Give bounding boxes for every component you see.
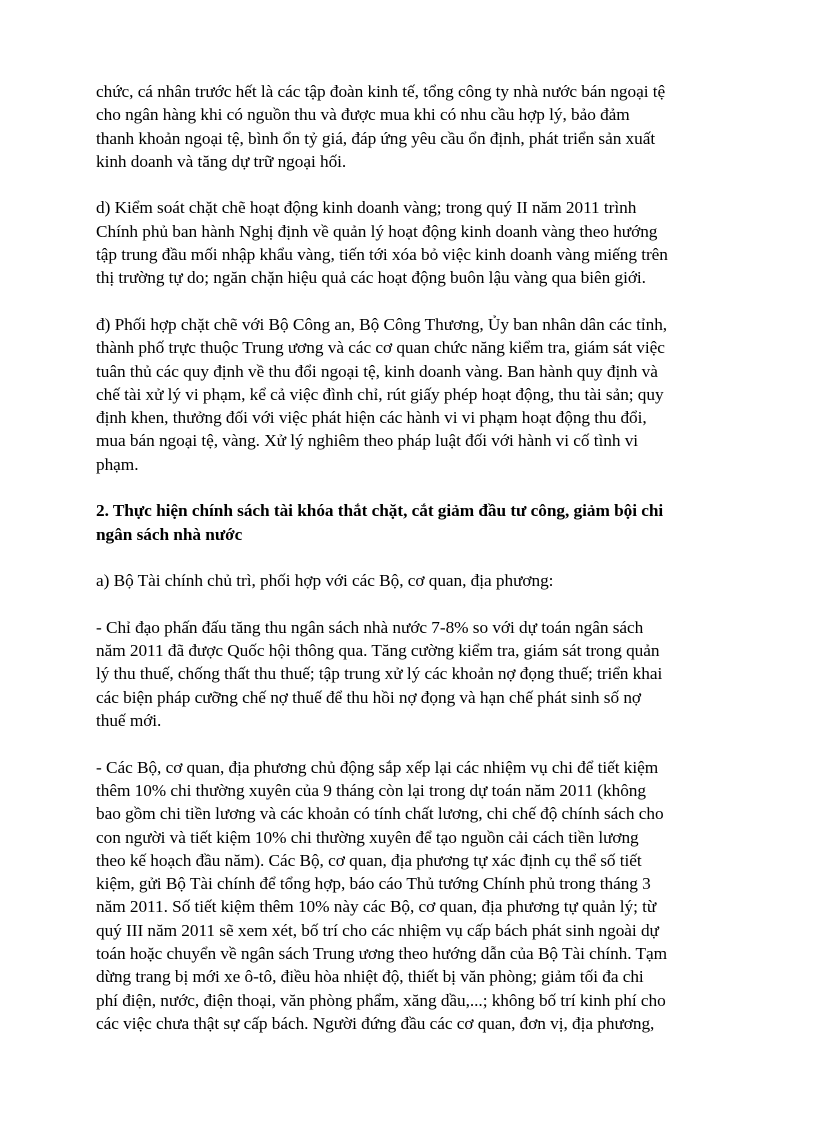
- text-line: d) Kiểm soát chặt chẽ hoạt động kinh doanh vàng; trong quý II năm 2011 trình: [96, 198, 637, 218]
- text-line: thanh khoản ngoại tệ, bình ổn tỷ giá, đáp ứng yêu cầu ổn định, phát triển sản xuất: [96, 128, 656, 148]
- text-line: thị trường tự do; ngăn chặn hiệu quả các hoạt động buôn lậu vàng qua biên giới.: [96, 268, 646, 288]
- text-line: quý III năm 2011 sẽ xem xét, bố trí cho các nhiệm vụ cấp bách phát sinh ngoài dự: [96, 920, 659, 940]
- text-line: mua bán ngoại tệ, vàng. Xử lý nghiêm theo pháp luật đối với hành vi cố tình vi: [96, 431, 639, 451]
- text-line: a) Bộ Tài chính chủ trì, phối hợp với các Bộ, cơ quan, địa phương:: [96, 571, 554, 591]
- text-line: năm 2011. Số tiết kiệm thêm 10% này các Bộ, cơ quan, địa phương tự quản lý; từ: [96, 897, 657, 917]
- text-line: 2. Thực hiện chính sách tài khóa thắt chặt, cắt giảm đầu tư công, giảm bội chi: [96, 501, 664, 521]
- text-line: thêm 10% chi thường xuyên của 9 tháng còn lại trong dự toán năm 2011 (không: [96, 780, 646, 800]
- text-line: con người và tiết kiệm 10% chi thường xuyên để tạo nguồn cải cách tiền lương: [96, 827, 639, 847]
- text-line: các việc chưa thật sự cấp bách. Người đứng đầu các cơ quan, đơn vị, địa phương,: [96, 1013, 655, 1033]
- paragraph: [96, 616, 730, 732]
- text-line: năm 2011 đã được Quốc hội thông qua. Tăng cường kiểm tra, giám sát trong quản: [96, 641, 660, 661]
- section-heading: [96, 499, 730, 546]
- text-line: thuế mới.: [96, 711, 162, 731]
- paragraph: [96, 313, 730, 476]
- text-line: kinh doanh và tăng dự trữ ngoại hối.: [96, 151, 347, 171]
- document-body: [96, 80, 730, 1058]
- text-line: toán hoặc chuyển về ngân sách Trung ương theo hướng dẫn của Bộ Tài chính. Tạm: [96, 943, 668, 963]
- text-line: lý thu thuế, chống thất thu thuế; tập trung xử lý các khoản nợ đọng thuế; triển khai: [96, 664, 663, 684]
- text-line: cho ngân hàng khi có nguồn thu và được mua khi có nhu cầu hợp lý, bảo đảm: [96, 105, 630, 125]
- text-line: chế tài xử lý vi phạm, kể cả việc đình chỉ, rút giấy phép hoạt động, thu tài sản; quy: [96, 384, 664, 404]
- paragraph: [96, 80, 730, 173]
- paragraph: [96, 196, 730, 289]
- text-line: chức, cá nhân trước hết là các tập đoàn kinh tế, tổng công ty nhà nước bán ngoại tệ: [96, 82, 666, 101]
- paragraph: [96, 569, 730, 592]
- text-line: bao gồm chi tiền lương và các khoản có tính chất lương, chi chế độ chính sách cho: [96, 804, 664, 824]
- text-line: ngân sách nhà nước: [96, 524, 243, 544]
- text-line: các biện pháp cưỡng chế nợ thuế để thu hồi nợ đọng và hạn chế phát sinh số nợ: [96, 687, 642, 707]
- text-line: dừng trang bị mới xe ô-tô, điều hòa nhiệt độ, thiết bị văn phòng; giảm tối đa chi: [96, 967, 644, 987]
- text-line: - Chỉ đạo phấn đấu tăng thu ngân sách nhà nước 7-8% so với dự toán ngân sách: [96, 617, 644, 637]
- text-line: đ) Phối hợp chặt chẽ với Bộ Công an, Bộ Công Thương, Ủy ban nhân dân các tỉnh,: [96, 314, 668, 334]
- paragraph: [96, 756, 730, 1036]
- text-line: - Các Bộ, cơ quan, địa phương chủ động sắp xếp lại các nhiệm vụ chi để tiết kiệm: [96, 757, 659, 777]
- text-line: tập trung đầu mối nhập khẩu vàng, tiến tới xóa bỏ việc kinh doanh vàng miếng trên: [96, 245, 668, 265]
- text-line: định khen, thưởng đối với việc phát hiện các hành vi vi phạm hoạt động thu đổi,: [96, 408, 647, 428]
- text-line: Chính phủ ban hành Nghị định về quản lý hoạt động kinh doanh vàng theo hướng: [96, 221, 658, 241]
- text-line: tuân thủ các quy định về thu đổi ngoại tệ, kinh doanh vàng. Ban hành quy định và: [96, 361, 658, 381]
- text-line: theo kế hoạch đầu năm). Các Bộ, cơ quan, địa phương tự xác định cụ thể số tiết: [96, 850, 642, 870]
- text-line: thành phố trực thuộc Trung ương và các cơ quan chức năng kiểm tra, giám sát việc: [96, 338, 665, 358]
- text-line: phí điện, nước, điện thoại, văn phòng phẩm, xăng dầu,...; không bố trí kinh phí cho: [96, 990, 666, 1010]
- text-line: kiệm, gửi Bộ Tài chính để tổng hợp, báo cáo Thủ tướng Chính phủ trong tháng 3: [96, 874, 651, 894]
- text-line: phạm.: [96, 454, 139, 474]
